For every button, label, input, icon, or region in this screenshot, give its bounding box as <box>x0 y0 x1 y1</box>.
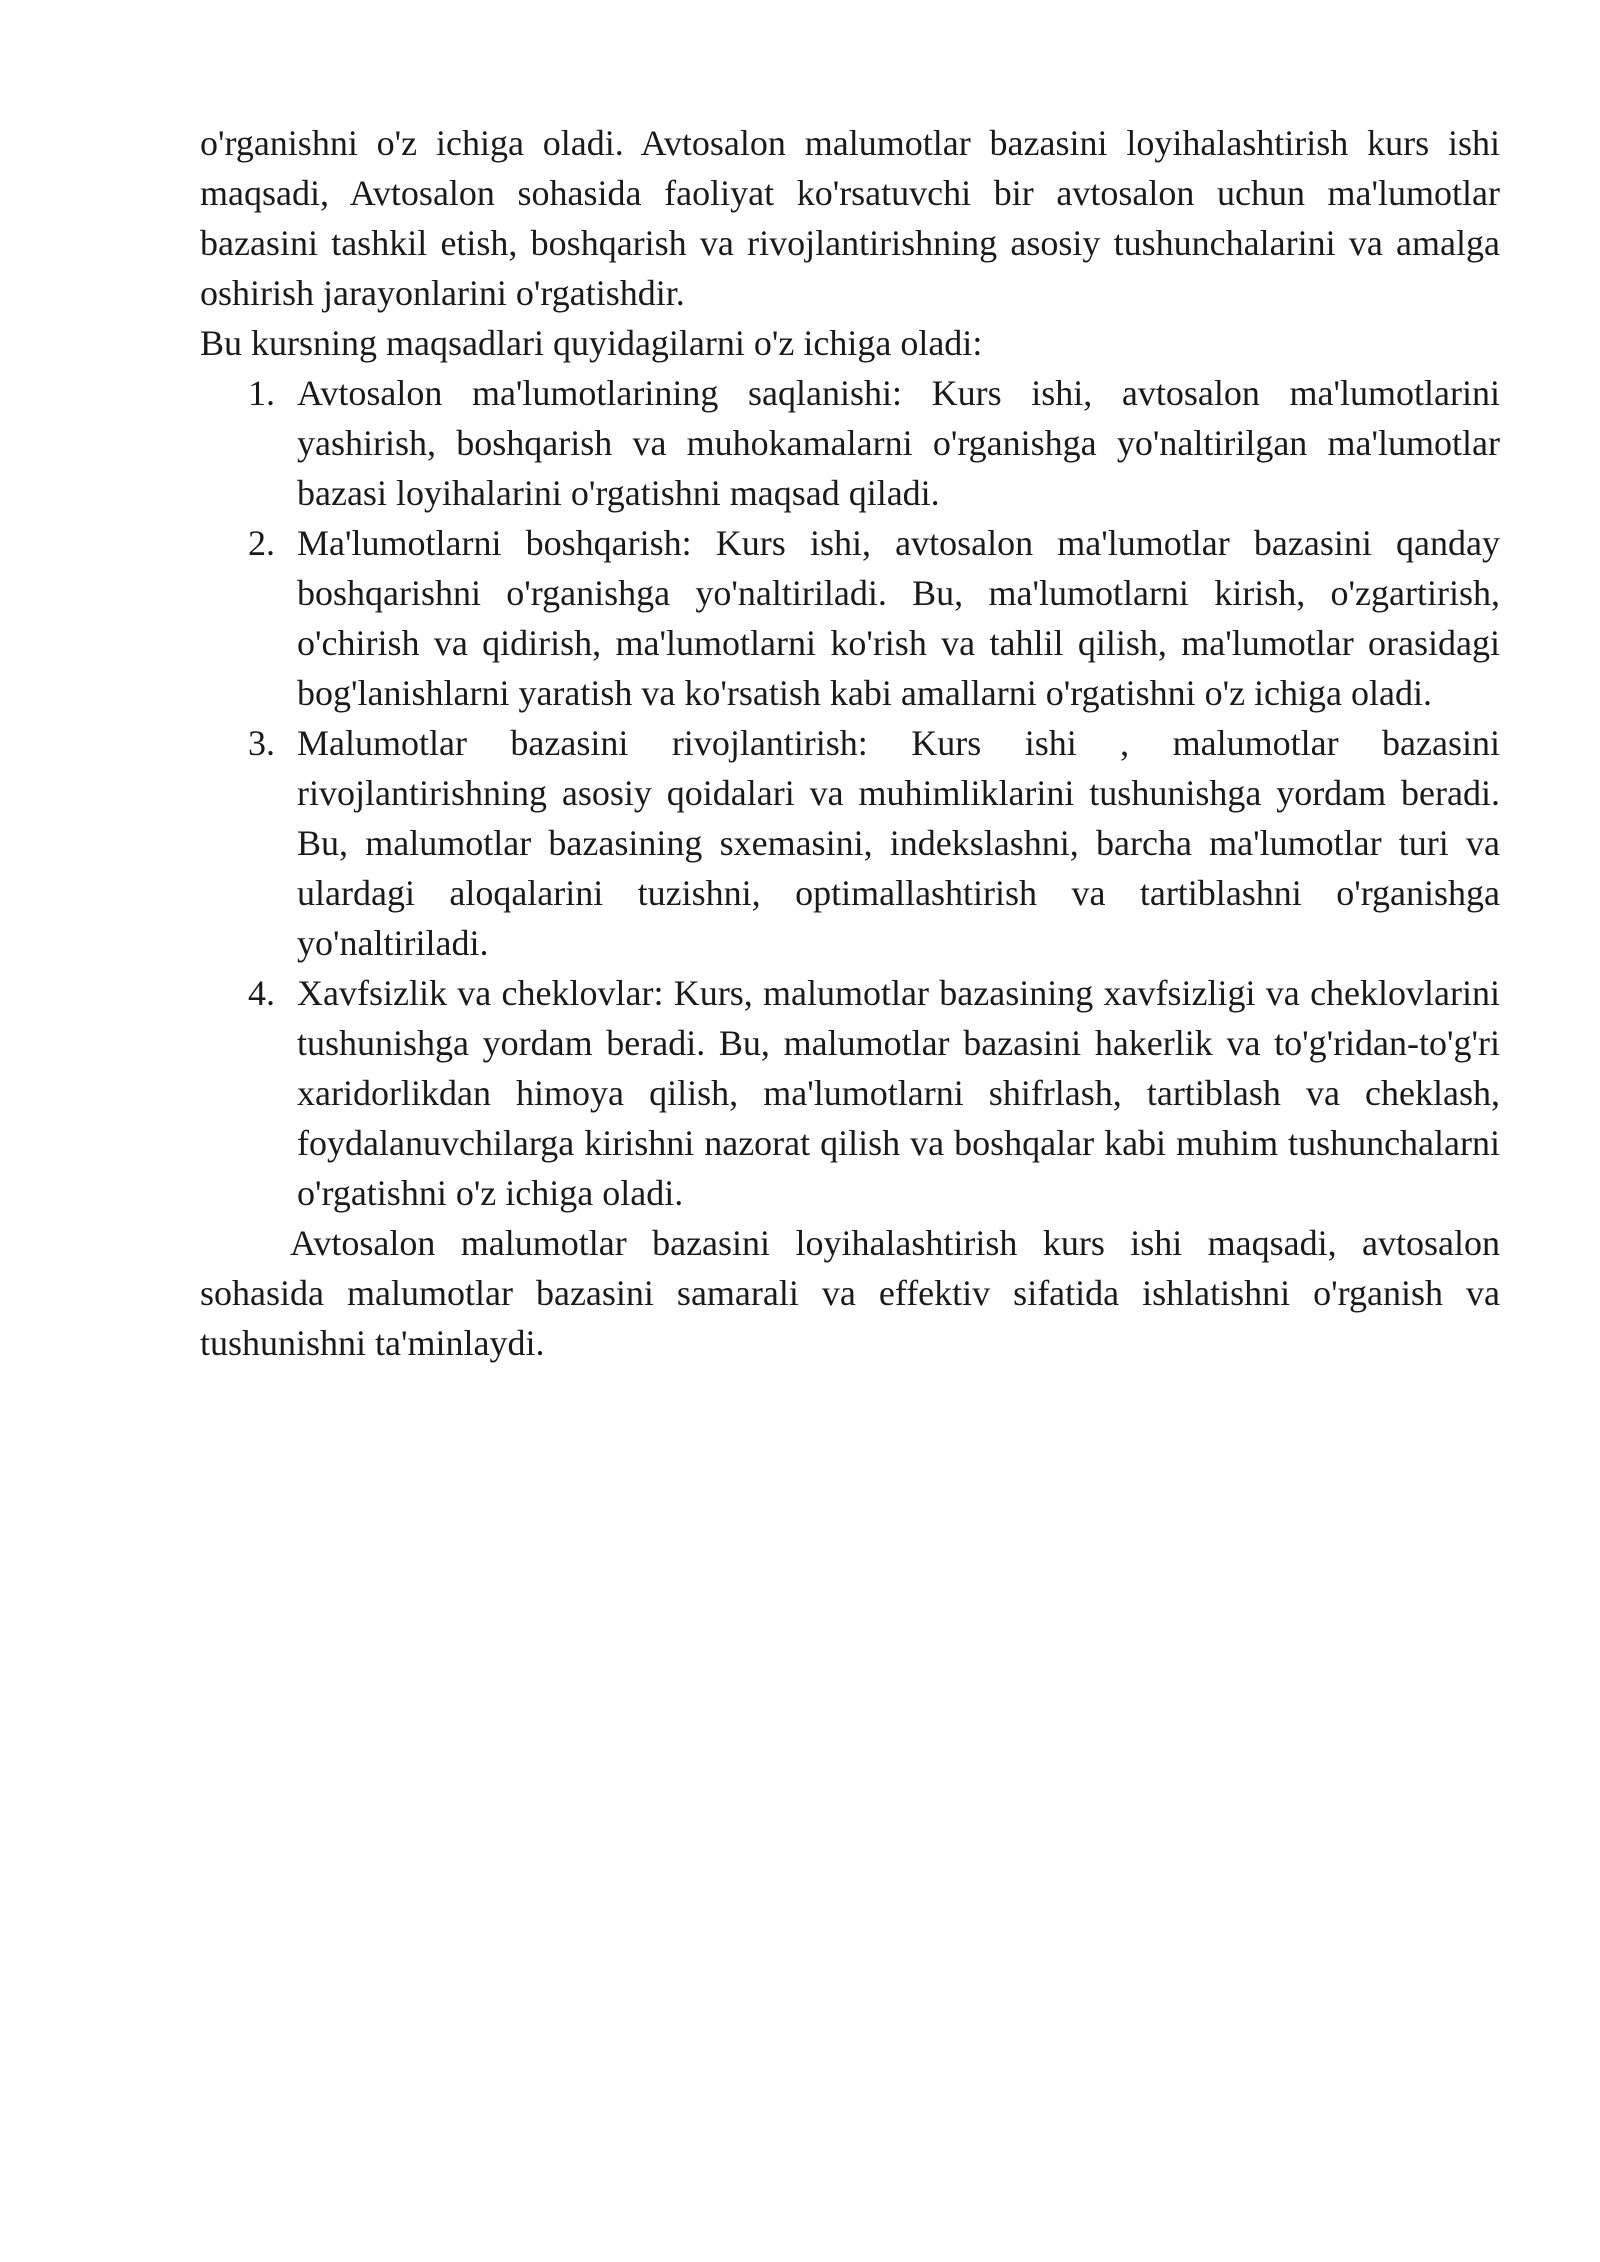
paragraph-goals-lead: Bu kursning maqsadlari quyidagilarni o'z ichiga oladi: <box>200 323 983 363</box>
list-item <box>200 518 1500 718</box>
list-item-number: 2. <box>248 523 275 563</box>
document-page <box>200 118 1500 1368</box>
list-item <box>200 718 1500 968</box>
list-item-text: Avtosalon ma'lumotlarining saqlanishi: Kurs ishi, avtosalon ma'lumotlarini yashirish, boshqarish va muhokamalarni o'rganishga yo'naltirilgan ma'lumotlar bazasi loyihalarini o'rgatishni maqsad qiladi. <box>297 373 1500 513</box>
paragraph-conclusion: Avtosalon malumotlar bazasini loyihalashtirish kurs ishi maqsadi, avtosalon sohasida malumotlar bazasini samarali va effektiv sifatida ishlatishni o'rganish va tushunishni ta'minlaydi. <box>200 1223 1500 1363</box>
list-item <box>200 968 1500 1218</box>
list-item-text: Xavfsizlik va cheklovlar: Kurs, malumotlar bazasining xavfsizligi va cheklovlarini tushunishga yordam beradi. Bu, malumotlar bazasini hakerlik va to'g'ridan-to'g'ri xaridorlikdan himoya qilish, ma'lumotlarni shifrlash, tartiblash va cheklash, foydalanuvchilarga kirishni nazorat qilish va boshqalar kabi muhim tushunchalarni o'rgatishni o'z ichiga oladi. <box>297 973 1500 1213</box>
list-item-number: 1. <box>248 373 275 413</box>
list-item-number: 3. <box>248 723 275 763</box>
paragraph-intro: o'rganishni o'z ichiga oladi. Avtosalon malumotlar bazasini loyihalashtirish kurs ishi maqsadi, Avtosalon sohasida faoliyat ko'rsatuvchi bir avtosalon uchun ma'lumotlar bazasini tashkil etish, boshqarish va rivojlantirishning asosiy tushunchalarini va amalga oshirish jarayonlarini o'rgatishdir. <box>200 123 1500 313</box>
list-item-text: Ma'lumotlarni boshqarish: Kurs ishi, avtosalon ma'lumotlar bazasini qanday boshqarishni o'rganishga yo'naltiriladi. Bu, ma'lumotlarni kirish, o'zgartirish, o'chirish va qidirish, ma'lumotlarni ko'rish va tahlil qilish, ma'lumotlar orasidagi bog'lanishlarni yaratish va ko'rsatish kabi amallarni o'rgatishni o'z ichiga oladi. <box>297 523 1500 713</box>
goals-list <box>200 368 1500 1218</box>
list-item <box>200 368 1500 518</box>
list-item-text: Malumotlar bazasini rivojlantirish: Kurs ishi , malumotlar bazasini rivojlantirishning asosiy qoidalari va muhimliklarini tushunishga yordam beradi. Bu, malumotlar bazasining sxemasini, indekslashni, barcha ma'lumotlar turi va ulardagi aloqalarini tuzishni, optimallashtirish va tartiblashni o'rganishga yo'naltiriladi. <box>297 723 1500 963</box>
list-item-number: 4. <box>248 973 275 1013</box>
